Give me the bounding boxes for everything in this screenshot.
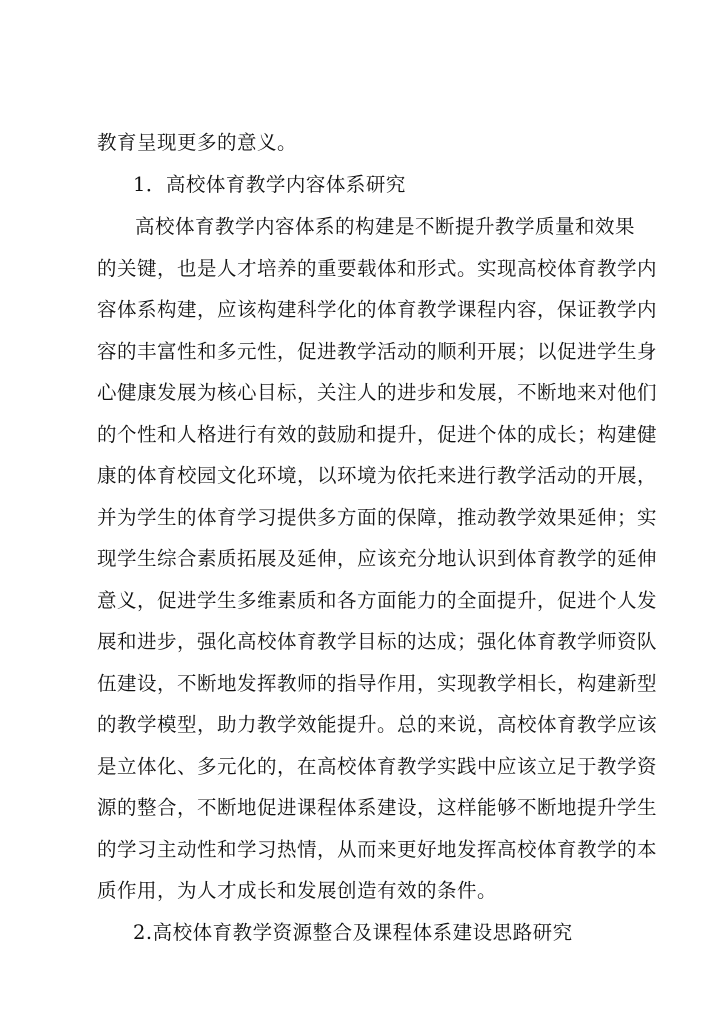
paragraph-line: 的教学模型，助力教学效能提升。总的来说，高校体育教学应该 — [97, 713, 658, 736]
paragraph-line: 康的体育校园文化环境，以环境为依托来进行教学活动的开展， — [97, 464, 658, 487]
continuation-line: 教育呈现更多的意义。 — [97, 131, 298, 154]
paragraph-line: 伍建设，不断地发挥教师的指导作用，实现教学相长，构建新型 — [97, 672, 658, 695]
paragraph-line: 高校体育教学内容体系的构建是不断提升教学质量和效果 — [135, 215, 636, 238]
paragraph-line: 的关键，也是人才培养的重要载体和形式。实现高校体育教学内 — [97, 257, 658, 280]
paragraph-line: 的学习主动性和学习热情，从而来更好地发挥高校体育教学的本 — [97, 838, 658, 861]
paragraph-line: 展和进步，强化高校体育教学目标的达成；强化体育教学师资队 — [97, 630, 658, 653]
paragraph-line: 意义，促进学生多维素质和各方面能力的全面提升，促进个人发 — [97, 589, 658, 612]
paragraph-line: 现学生综合素质拓展及延伸，应该充分地认识到体育教学的延伸 — [97, 547, 658, 570]
paragraph-line: 容的丰富性和多元性，促进教学活动的顺利开展；以促进学生身 — [97, 340, 658, 363]
section-heading-1: 1．高校体育教学内容体系研究 — [133, 173, 406, 196]
paragraph-line: 的个性和人格进行有效的鼓励和提升，促进个体的成长；构建健 — [97, 423, 658, 446]
paragraph-line: 并为学生的体育学习提供多方面的保障，推动教学效果延伸；实 — [97, 506, 658, 529]
paragraph-line: 心健康发展为核心目标，关注人的进步和发展，不断地来对他们 — [97, 381, 658, 404]
section-heading-2: 2.高校体育教学资源整合及课程体系建设思路研究 — [133, 921, 573, 944]
paragraph-line: 质作用，为人才成长和发展创造有效的条件。 — [97, 879, 498, 902]
paragraph-line: 源的整合，不断地促进课程体系建设，这样能够不断地提升学生 — [97, 796, 658, 819]
paragraph-line: 是立体化、多元化的，在高校体育教学实践中应该立足于教学资 — [97, 755, 658, 778]
paragraph-line: 容体系构建，应该构建科学化的体育教学课程内容，保证教学内 — [97, 298, 658, 321]
